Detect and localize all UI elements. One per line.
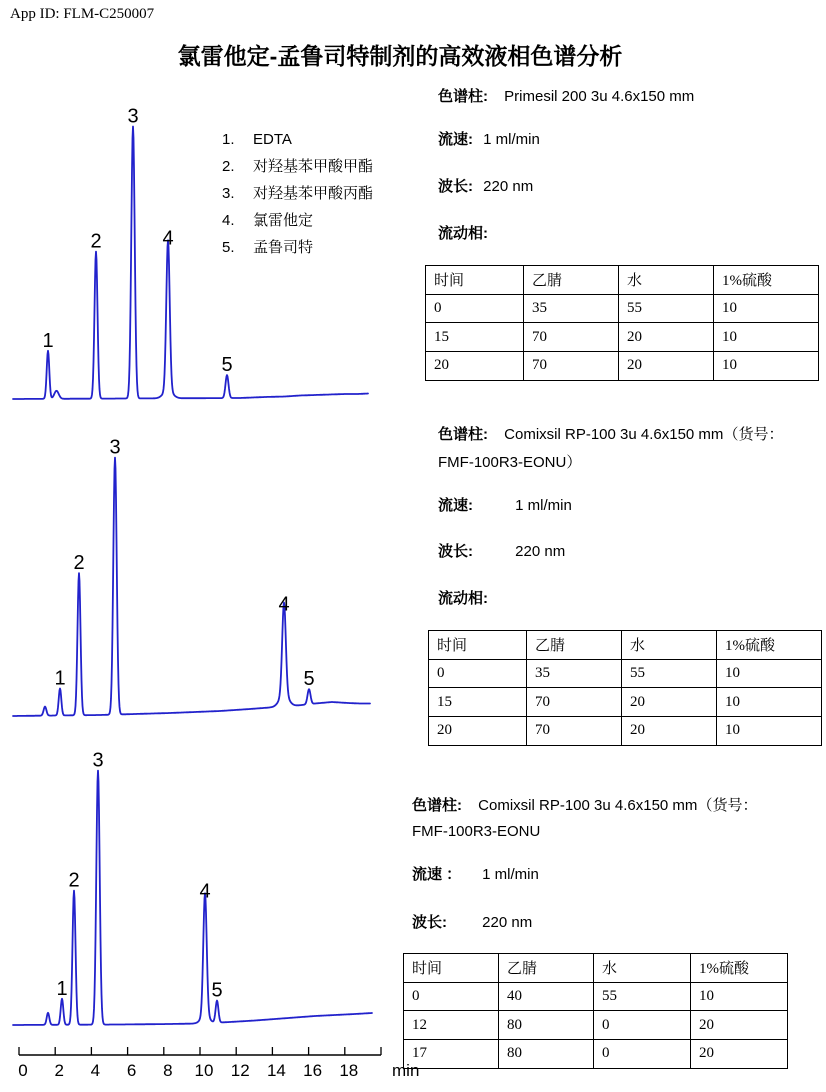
wavelength-label: 波长:: [438, 543, 473, 560]
table-cell: 10: [717, 659, 822, 688]
table-cell: 35: [527, 659, 622, 688]
table-row: [404, 954, 788, 983]
app-id: App ID: FLM-C250007: [10, 6, 155, 22]
peak-label: 2: [73, 552, 85, 575]
table-cell: 0: [404, 982, 499, 1011]
flow-rate-value: 1 ml/min: [482, 866, 539, 883]
legend-item-label: EDTA: [253, 131, 292, 148]
legend-item-label: 孟鲁司特: [253, 239, 314, 256]
peak-label: 5: [221, 354, 233, 377]
table-cell: 20: [691, 1011, 788, 1040]
table-cell: 55: [619, 294, 714, 323]
table-row: [429, 659, 822, 688]
gradient-table-1: [425, 265, 819, 381]
x-axis-tick-label: 14: [266, 1061, 286, 1080]
page-title: 氯雷他定-孟鲁司特制剂的高效液相色谱分析: [177, 43, 623, 69]
legend-item: [222, 126, 373, 153]
flow-rate-line: [438, 130, 540, 149]
peak-legend: [222, 126, 373, 261]
column-value: Primesil 200 3u 4.6x150 mm: [504, 88, 695, 105]
legend-item: [222, 234, 373, 261]
table-cell: 35: [524, 294, 619, 323]
table-row: [429, 631, 822, 660]
table-row: [404, 982, 788, 1011]
table-cell: 80: [499, 1040, 594, 1069]
peak-label: 3: [109, 436, 121, 459]
table-cell: 20: [622, 717, 717, 746]
wavelength-line: [438, 177, 533, 196]
mobile-phase-label: 流动相:: [438, 590, 488, 607]
table-cell: 10: [717, 717, 822, 746]
table-cell: 0: [594, 1040, 691, 1069]
x-axis-tick-label: 10: [194, 1061, 214, 1080]
peak-label: 4: [199, 880, 211, 903]
table-cell: 55: [594, 982, 691, 1011]
wavelength-value: 220 nm: [515, 543, 566, 560]
column-value-2: FMF-100R3-EONU）: [438, 454, 582, 471]
table-header-cell: 乙腈: [527, 631, 622, 660]
table-cell: 15: [426, 323, 524, 352]
table-cell: 20: [622, 688, 717, 717]
table-header-cell: 时间: [429, 631, 527, 660]
column-line-2: [412, 822, 540, 841]
table-cell: 10: [717, 688, 822, 717]
table-header-cell: 乙腈: [524, 266, 619, 295]
table-cell: 10: [691, 982, 788, 1011]
gradient-table-3: [403, 953, 788, 1069]
flow-rate-value: 1 ml/min: [483, 131, 540, 148]
peak-label: 4: [278, 593, 290, 616]
table-header-cell: 1%硫酸: [714, 266, 819, 295]
table-header-cell: 乙腈: [499, 954, 594, 983]
table-row: [429, 717, 822, 746]
column-note: （货号：: [697, 798, 758, 814]
peak-label: 2: [68, 869, 80, 892]
table-cell: 55: [622, 659, 717, 688]
table-row: [426, 323, 819, 352]
legend-item-number: 2.: [222, 158, 235, 175]
table-cell: 17: [404, 1040, 499, 1069]
column-line: [412, 796, 757, 816]
wavelength-label: 波长:: [412, 914, 447, 931]
wavelength-label: 波长:: [438, 178, 473, 195]
table-cell: 20: [691, 1040, 788, 1069]
table-cell: 15: [429, 688, 527, 717]
peak-label: 5: [211, 979, 223, 1002]
flow-rate-label: 流速 ：: [412, 866, 462, 883]
x-axis-tick-label: 2: [54, 1061, 64, 1080]
legend-item-number: 1.: [222, 131, 235, 148]
table-row: [429, 688, 822, 717]
column-note: （货号：: [723, 427, 784, 443]
x-axis-tick-label: 16: [303, 1061, 323, 1080]
flow-rate-value: 1 ml/min: [515, 497, 572, 514]
legend-item-label: 对羟基苯甲酸丙酯: [253, 185, 374, 202]
flow-rate-line: [438, 496, 572, 515]
table-row: [404, 1040, 788, 1069]
table-header-cell: 1%硫酸: [691, 954, 788, 983]
table-cell: 0: [429, 659, 527, 688]
wavelength-line: [438, 542, 565, 561]
table-cell: 70: [524, 323, 619, 352]
table-cell: 20: [619, 352, 714, 381]
chromatogram-middle-trace: [13, 458, 370, 716]
table-header-cell: 时间: [426, 266, 524, 295]
peak-label: 4: [162, 227, 174, 250]
column-label: 色谱柱:: [438, 88, 488, 105]
column-line: [438, 87, 694, 106]
peak-label: 3: [127, 105, 139, 128]
legend-item-label: 对羟基苯甲酸甲酯: [253, 158, 374, 175]
flow-rate-label: 流速:: [438, 131, 473, 148]
column-value: Comixsil RP-100 3u 4.6x150 mm: [504, 426, 724, 443]
mobile-phase-table: [403, 953, 788, 1069]
x-axis-tick-label: 8: [163, 1061, 173, 1080]
legend-item-label: 氯雷他定: [253, 212, 314, 229]
table-cell: 20: [426, 352, 524, 381]
peak-label: 5: [303, 668, 315, 691]
table-row: [404, 1011, 788, 1040]
table-cell: 70: [527, 688, 622, 717]
x-axis-tick-label: 12: [230, 1061, 250, 1080]
table-cell: 12: [404, 1011, 499, 1040]
table-cell: 0: [426, 294, 524, 323]
table-header-cell: 1%硫酸: [717, 631, 822, 660]
column-value: Comixsil RP-100 3u 4.6x150 mm: [478, 797, 698, 814]
table-cell: 70: [524, 352, 619, 381]
mobile-phase-line: [438, 224, 488, 243]
mobile-phase-label: 流动相:: [438, 225, 488, 242]
legend-item: [222, 153, 373, 180]
legend-item-number: 3.: [222, 185, 235, 202]
table-cell: 70: [527, 717, 622, 746]
x-axis-tick-label: 0: [18, 1061, 28, 1080]
peak-label: 2: [90, 230, 102, 253]
table-row: [426, 352, 819, 381]
table-cell: 20: [429, 717, 527, 746]
column-line: [438, 425, 783, 445]
table-cell: 20: [619, 323, 714, 352]
column-label: 色谱柱:: [438, 426, 488, 443]
table-cell: 10: [714, 323, 819, 352]
table-cell: 40: [499, 982, 594, 1011]
wavelength-line: [412, 913, 532, 932]
legend-item: [222, 207, 373, 234]
peak-label: 3: [92, 749, 104, 772]
x-axis-tick-label: 6: [126, 1061, 137, 1080]
flow-rate-line: [412, 865, 539, 884]
table-header-cell: 时间: [404, 954, 499, 983]
table-header-cell: 水: [622, 631, 717, 660]
table-cell: 80: [499, 1011, 594, 1040]
wavelength-value: 220 nm: [482, 914, 533, 931]
table-row: [426, 294, 819, 323]
mobile-phase-line: [438, 589, 488, 608]
x-axis-tick-label: 18: [339, 1061, 359, 1080]
table-cell: 0: [594, 1011, 691, 1040]
column-line-2: [438, 453, 581, 472]
legend-item-number: 5.: [222, 239, 235, 256]
chromatogram-bottom-trace: [13, 771, 372, 1025]
table-header-cell: 水: [619, 266, 714, 295]
peak-label: 1: [54, 667, 66, 690]
peak-label: 1: [42, 329, 54, 352]
column-label: 色谱柱:: [412, 797, 462, 814]
legend-item: [222, 180, 373, 207]
x-axis-unit-label: min: [392, 1061, 420, 1080]
wavelength-value: 220 nm: [483, 178, 534, 195]
mobile-phase-table: [428, 630, 822, 746]
table-header-cell: 水: [594, 954, 691, 983]
table-cell: 10: [714, 294, 819, 323]
table-cell: 10: [714, 352, 819, 381]
x-axis-tick-label: 4: [90, 1061, 101, 1080]
column-value-2: FMF-100R3-EONU: [412, 823, 541, 840]
peak-label: 1: [56, 977, 68, 1000]
legend-item-number: 4.: [222, 212, 235, 229]
flow-rate-label: 流速:: [438, 497, 473, 514]
table-row: [426, 266, 819, 295]
gradient-table-2: [428, 630, 822, 746]
mobile-phase-table: [425, 265, 819, 381]
